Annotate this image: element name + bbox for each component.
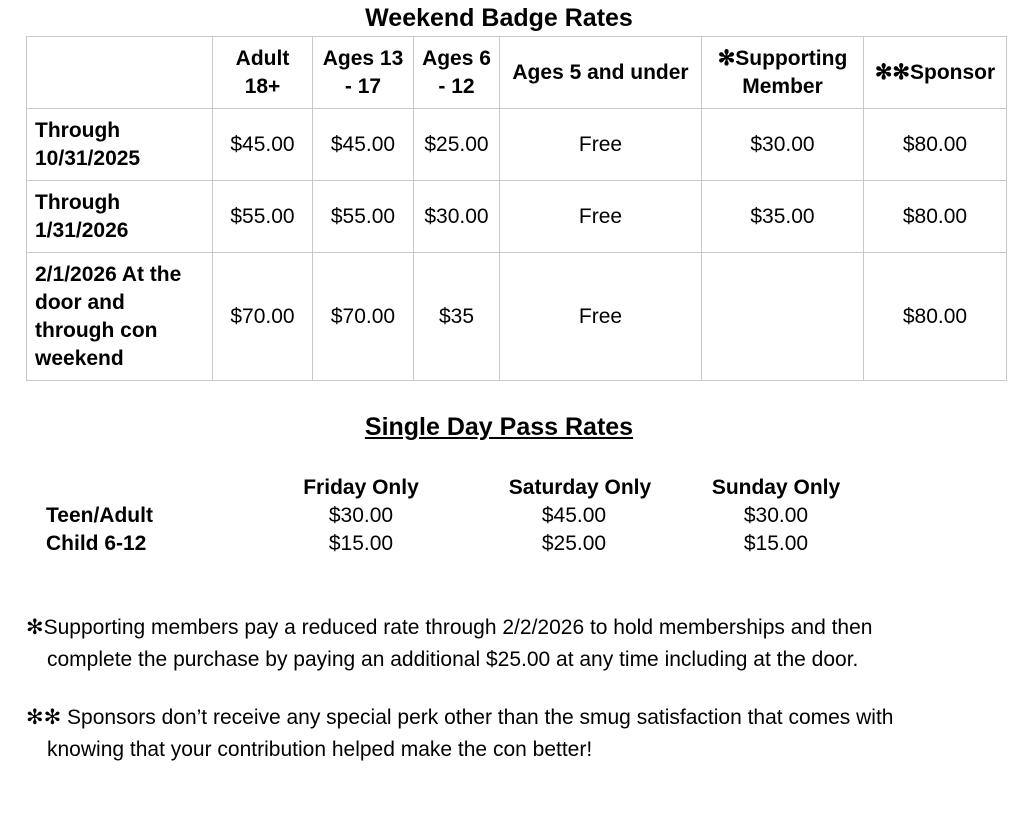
price-cell: $15.00 [743,532,809,555]
table-header-cell: Ages 6 - 12 [414,37,500,109]
table-row [27,181,1007,253]
supporting-member-note [26,612,1006,676]
row-label: Through 1/31/2026 [27,181,213,253]
table-cell: $80.00 [864,253,1007,381]
table-cell: $80.00 [864,109,1007,181]
note-line: knowing that your contribution helped make the con better! [47,738,593,761]
table-cell: $35 [414,253,500,381]
table-header-row [27,37,1007,109]
column-header: Friday Only [303,476,419,499]
table-header-cell: ✻Supporting Member [702,37,864,109]
table-cell: $55.00 [313,181,414,253]
row-label: Child 6-12 [46,532,147,555]
sponsor-note [26,702,1006,766]
price-cell: $25.00 [541,532,607,555]
table-cell [702,253,864,381]
single-day-title: Single Day Pass Rates [364,413,634,441]
column-header: Saturday Only [508,476,652,499]
row-label: Teen/Adult [46,504,153,527]
table-cell: Free [500,181,702,253]
asterisk-mark: ✻ [26,616,44,639]
note-line: complete the purchase by paying an additional $25.00 at any time including at the door. [47,648,859,671]
note-line: Supporting members pay a reduced rate through 2/2/2026 to hold memberships and then [43,616,873,639]
price-cell: $30.00 [328,504,394,527]
price-cell: $15.00 [328,532,394,555]
price-cell: $45.00 [541,504,607,527]
table-cell: $30.00 [414,181,500,253]
table-cell: $35.00 [702,181,864,253]
table-cell: $55.00 [213,181,313,253]
table-cell: $45.00 [213,109,313,181]
table-header-cell: ✻✻Sponsor [864,37,1007,109]
table-header-cell: Ages 5 and under [500,37,702,109]
weekend-rates-title: Weekend Badge Rates [365,4,633,32]
note-line: Sponsors don’t receive any special perk other than the smug satisfaction that comes with [61,706,894,729]
table-cell: $30.00 [702,109,864,181]
table-cell: $70.00 [213,253,313,381]
table-header-cell [27,37,213,109]
row-label: 2/1/2026 At the door and through con weekend [27,253,213,381]
table-cell: $25.00 [414,109,500,181]
table-cell: $45.00 [313,109,414,181]
table-row [27,253,1007,381]
table-cell: $80.00 [864,181,1007,253]
weekend-rates-table [26,36,1007,381]
table-row [27,109,1007,181]
table-header-cell: Adult 18+ [213,37,313,109]
price-cell: $30.00 [743,504,809,527]
asterisk-mark: ✻✻ [26,706,62,729]
column-header: Sunday Only [711,476,841,499]
table-cell: $70.00 [313,253,414,381]
table-cell: Free [500,253,702,381]
table-header-cell: Ages 13 - 17 [313,37,414,109]
row-label: Through 10/31/2025 [27,109,213,181]
table-cell: Free [500,109,702,181]
